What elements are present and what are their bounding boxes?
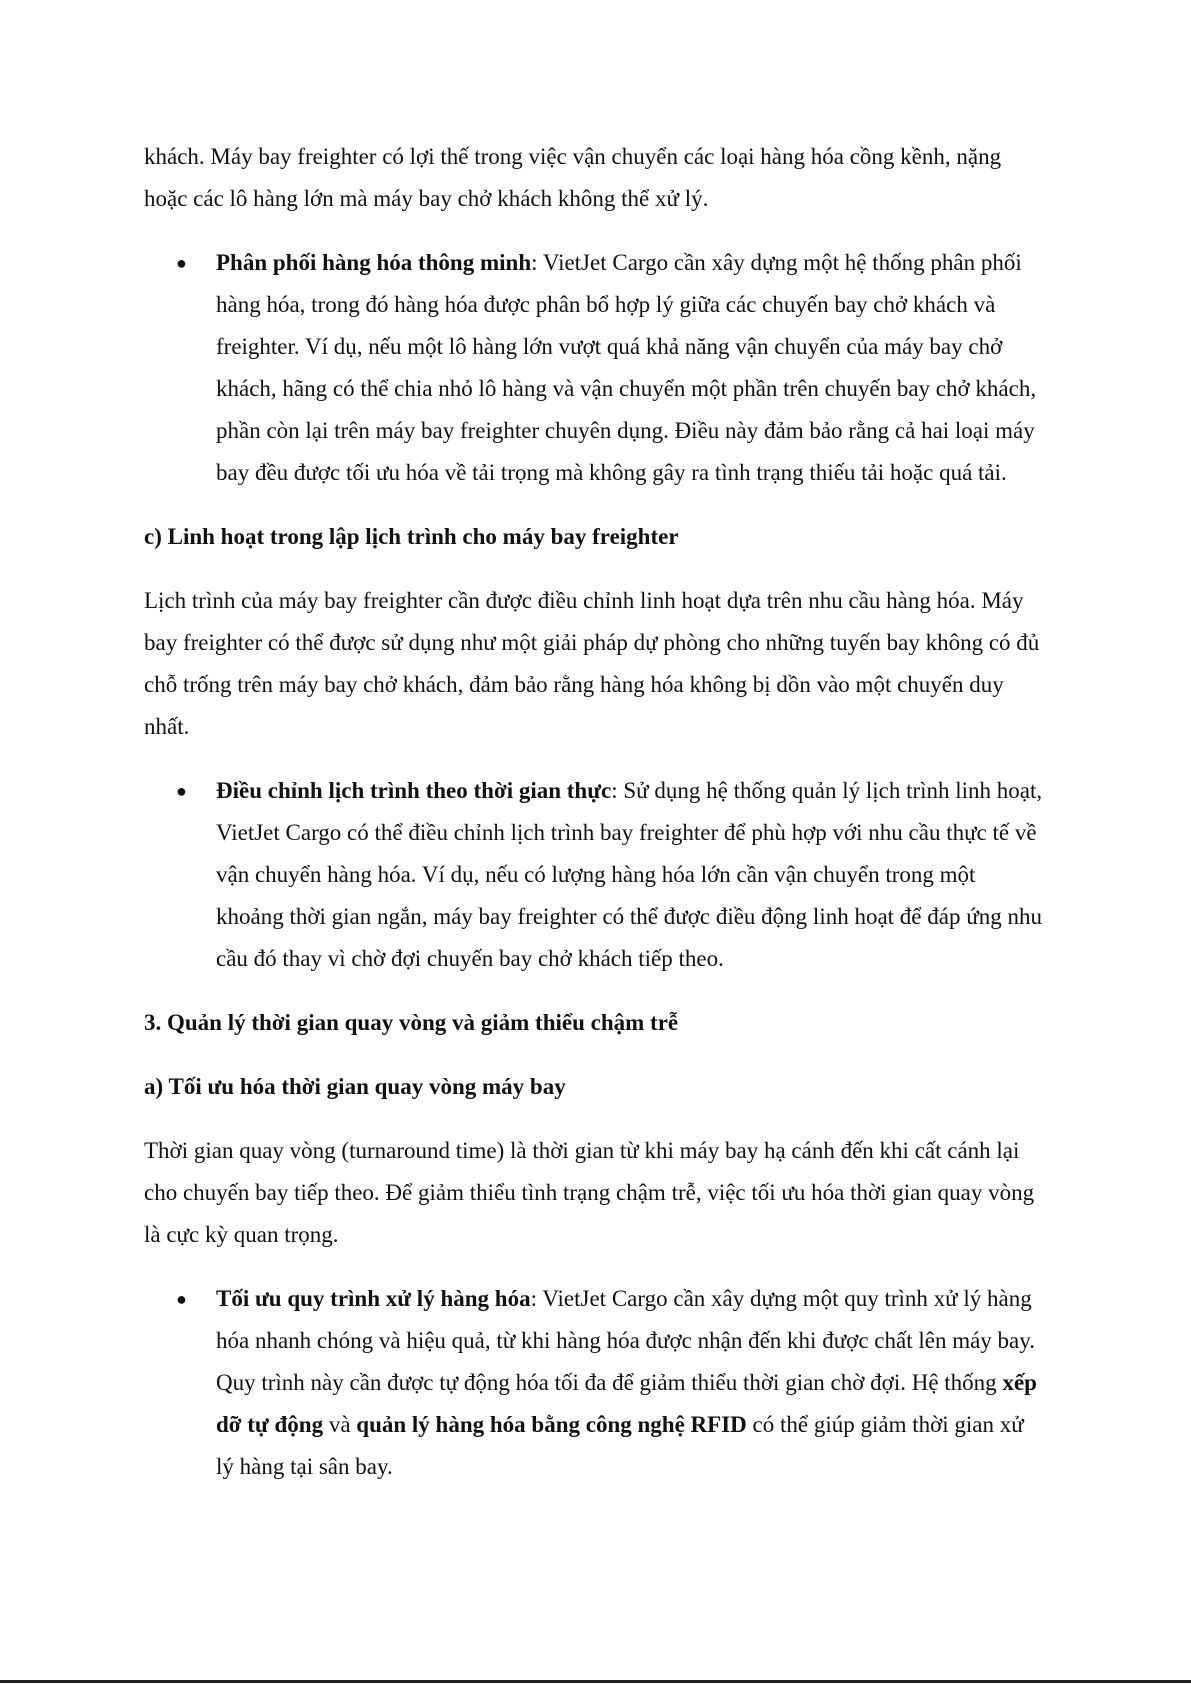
bullet-text: : VietJet Cargo cần xây dựng một quy trình xử lý hàng hóa nhanh chóng và hiệu quả, từ khi hàng hóa được nhận đến khi được chất lên máy bay. Quy trình này cần được tự động hóa tối đa để giảm thiểu thời gian chờ đợi. Hệ thống xyxy=(216,1286,1036,1395)
bullet-title: Phân phối hàng hóa thông minh xyxy=(216,250,532,275)
bullet-realtime-schedule xyxy=(144,770,1044,980)
paragraph-turnaround-time: Thời gian quay vòng (turnaround time) là thời gian từ khi máy bay hạ cánh đến khi cất cánh lại cho chuyến bay tiếp theo. Để giảm thiểu tình trạng chậm trễ, việc tối ưu hóa thời gian quay vòng là cực kỳ quan trọng. xyxy=(144,1138,1035,1247)
bullet-marker: ● xyxy=(176,253,187,273)
paragraph-freighter-advantage: khách. Máy bay freighter có lợi thế trong việc vận chuyển các loại hàng hóa cồng kềnh, nặng hoặc các lô hàng lớn mà máy bay chở khách không thể xử lý. xyxy=(144,144,1002,211)
bullet-smart-distribution xyxy=(144,242,1044,494)
paragraph-freighter-schedule: Lịch trình của máy bay freighter cần được điều chỉnh linh hoạt dựa trên nhu cầu hàng hóa. Máy bay freighter có thể được sử dụng như một giải pháp dự phòng cho những tuyến bay không có đủ chỗ trống trên máy bay chở khách, đảm bảo rằng hàng hóa không bị dồn vào một chuyến duy nhất. xyxy=(144,588,1040,739)
bullet-title: Điều chỉnh lịch trình theo thời gian thực xyxy=(216,778,612,803)
bullet-text: có thể giúp giảm thời gian xử lý hàng tại sân bay. xyxy=(216,1412,1024,1479)
section-heading-a: a) Tối ưu hóa thời gian quay vòng máy bay xyxy=(144,1074,566,1099)
bullet-bold-rfid: quản lý hàng hóa bằng công nghệ RFID xyxy=(356,1412,747,1437)
bullet-marker: ● xyxy=(176,1289,187,1309)
document-page xyxy=(144,136,1044,1488)
bullet-text: : VietJet Cargo cần xây dựng một hệ thống phân phối hàng hóa, trong đó hàng hóa được phân bổ hợp lý giữa các chuyến bay chở khách và freighter. Ví dụ, nếu một lô hàng lớn vượt quá khả năng vận chuyển của máy bay chở khách, hãng có thể chia nhỏ lô hàng và vận chuyển một phần trên chuyến bay chở khách, phần còn lại trên máy bay freighter chuyên dụng. Điều này đảm bảo rằng cả hai loại máy bay đều được tối ưu hóa về tải trọng mà không gây ra tình trạng thiếu tải hoặc quá tải. xyxy=(216,250,1037,485)
page-bottom-divider xyxy=(0,1680,1191,1683)
bullet-bold-auto-loading: xếp dỡ tự động xyxy=(216,1370,1037,1437)
section-heading-3: 3. Quản lý thời gian quay vòng và giảm thiểu chậm trễ xyxy=(144,1010,679,1035)
section-heading-c: c) Linh hoạt trong lập lịch trình cho máy bay freighter xyxy=(144,524,679,549)
bullet-title: Tối ưu quy trình xử lý hàng hóa xyxy=(216,1286,531,1311)
bullet-text: và xyxy=(323,1412,357,1437)
bullet-marker: ● xyxy=(176,781,187,801)
bullet-cargo-handling xyxy=(144,1278,1044,1488)
bullet-text: : Sử dụng hệ thống quản lý lịch trình linh hoạt, VietJet Cargo có thể điều chỉnh lịch trình bay freighter để phù hợp với nhu cầu thực tế về vận chuyển hàng hóa. Ví dụ, nếu có lượng hàng hóa lớn cần vận chuyển trong một khoảng thời gian ngắn, máy bay freighter có thể được điều động linh hoạt để đáp ứng nhu cầu đó thay vì chờ đợi chuyến bay chở khách tiếp theo. xyxy=(216,778,1043,971)
